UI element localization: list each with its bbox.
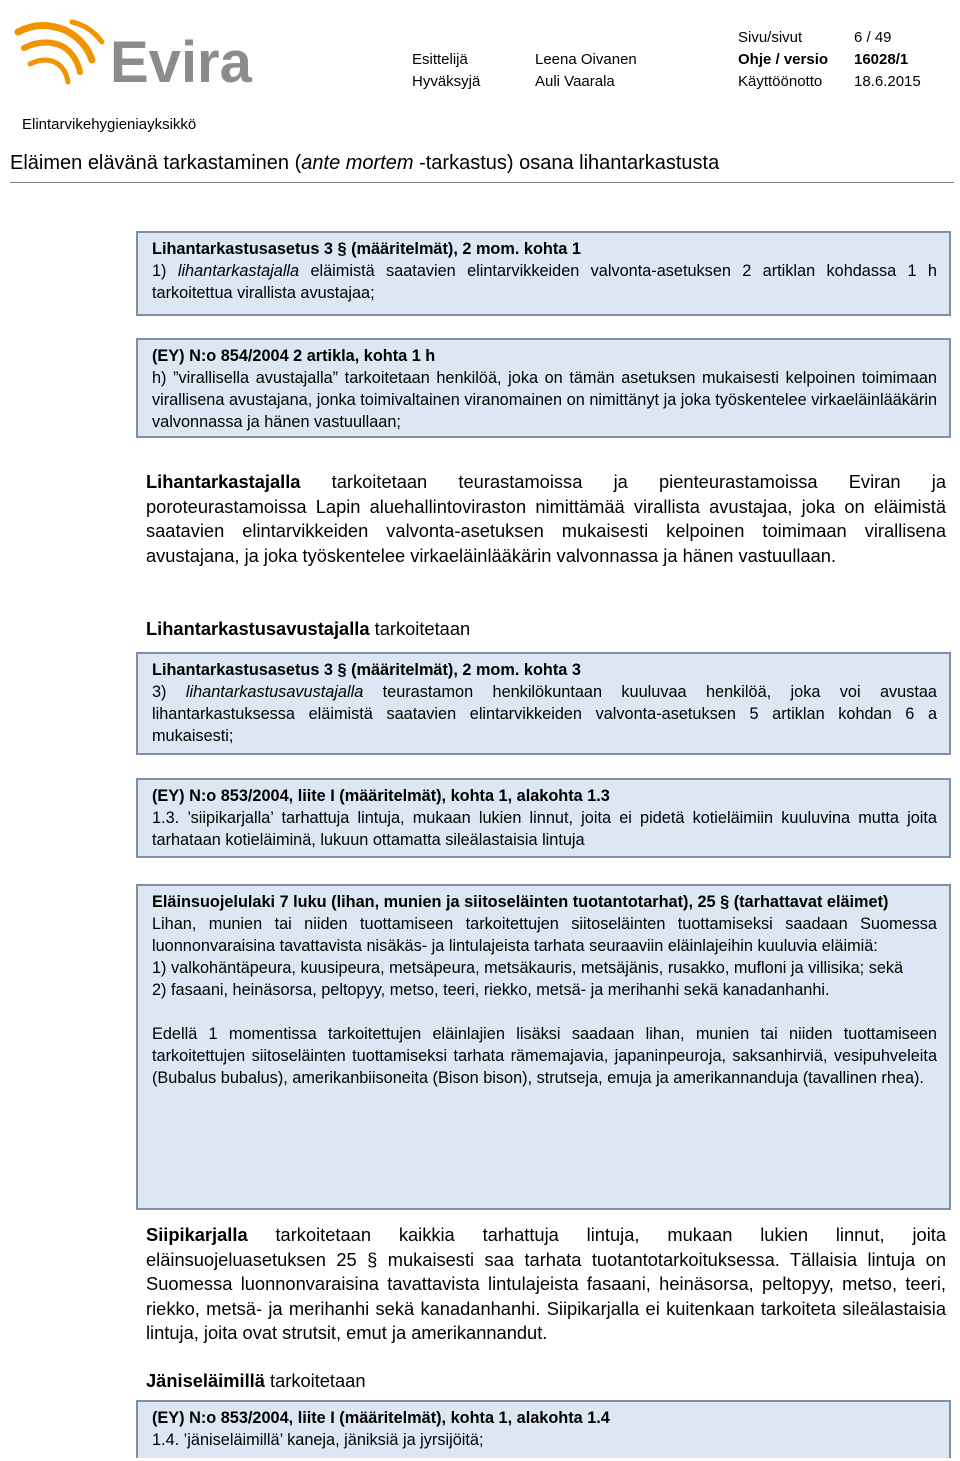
approver-label: Hyväksyjä — [412, 73, 481, 90]
logo-swirl-icon — [18, 22, 102, 82]
box-text: h) ”virallisella avustajalla” tarkoitetaan henkilöä, joka on tämän asetuksen mukaisesti kelpoinen toimimaan virallisena avustajana, jonka toimivaltainen viranomainen on nimittänyt ja joka työskentelee virkaeläinlääkärin valvonnassa ja hänen vastuullaan; — [152, 369, 937, 431]
quote-box-meat-inspection-decree-1 — [136, 231, 951, 316]
guide-value: 16028/1 — [854, 51, 909, 68]
logo-wordmark: Evira — [110, 30, 252, 94]
box-text: 1) lihantarkastajalla eläimistä saatavien elintarvikkeiden valvonta-asetuksen 2 artiklan kohdassa 1 h tarkoitettua virallista avustajaa; — [152, 262, 937, 302]
quote-box-regulation-854 — [136, 338, 951, 438]
page-label: Sivu/sivut — [738, 29, 803, 46]
approver-name: Auli Vaarala — [535, 73, 615, 90]
box-title: (EY) N:o 853/2004, liite I (määritelmät), kohta 1, alakohta 1.4 — [152, 1409, 610, 1427]
box-text: 2) fasaani, heinäsorsa, peltopyy, metso, teeri, riekko, metsä- ja merihanhi sekä kanadanhanhi. — [152, 981, 830, 999]
definition-heading-lagomorphs: Jäniseläimillä tarkoitetaan — [146, 1370, 366, 1391]
definition-paragraph-meat-inspector: Lihantarkastajalla tarkoitetaan teurastamoissa ja pienteurastamoissa Eviran ja poroteurastamoissa Lapin aluehallintoviraston nimittämää virallista avustajaa, joka on eläimistä saatavien elintarvikkeiden valvonta-asetuksen mukaisesti kelpoinen toimimaan virallisena avustajana, ja joka työskentelee virkaeläinlääkärin valvonnassa ja hänen vastuullaan. — [146, 471, 946, 566]
definition-paragraph-poultry: Siipikarjalla tarkoitetaan kaikkia tarhattuja lintuja, mukaan lukien linnut, joita eläinsuojeluasetuksen 25 § mukaisesti saa tarhata tuotantotarkoituksessa. Tällaisia lintuja on Suomessa luonnonvaraisina tavattavista lintulajeista fasaani, heinäsorsa, peltopyy, metso, teeri, riekko, metsä- ja merihanhi sekä kanadanhanhi. Siipikarjalla ei kuitenkaan tarkoiteta sileälastaisia lintuja, joita ovat strutsit, emut ja amerikannandut. — [146, 1224, 946, 1343]
box-text: Edellä 1 momentissa tarkoitettujen eläinlajien lisäksi saadaan lihan, munien tai niiden tuottamiseen tarkoitettujen siitoseläinten tuottamiseksi tarhata rämemajavia, japaninpeuroja, saksanhirviä, vesipuhveleita (Bubalus bubalus), amerikanbiisoneita (Bison bison), strutseja, emuja ja amerikannanduja (tavallinen rhea). — [152, 1025, 937, 1087]
box-text: 1) valkohäntäpeura, kuusipeura, metsäpeura, metsäkauris, metsäjänis, rusakko, mufloni ja villisika; sekä — [152, 959, 904, 977]
document-title: Eläimen elävänä tarkastaminen (ante mortem -tarkastus) osana lihantarkastusta — [10, 152, 720, 174]
page-value: 6 / 49 — [854, 29, 892, 46]
header-divider — [10, 182, 954, 183]
quote-box-animal-welfare-act — [136, 884, 951, 1210]
intro-value: 18.6.2015 — [854, 73, 921, 90]
intro-label: Käyttöönotto — [738, 73, 823, 90]
presenter-label: Esittelijä — [412, 51, 468, 68]
evira-logo — [10, 12, 265, 94]
box-title: Lihantarkastusasetus 3 § (määritelmät), 2 mom. kohta 1 — [152, 240, 581, 258]
box-title: (EY) N:o 853/2004, liite I (määritelmät), kohta 1, alakohta 1.3 — [152, 787, 610, 805]
box-title: (EY) N:o 854/2004 2 artikla, kohta 1 h — [152, 347, 436, 365]
box-text: Lihan, munien tai niiden tuottamiseen tarkoitettujen siitoseläinten tuottamiseksi saadaan Suomessa luonnonvaraisina tavattavista nisäkäs- ja lintulajeista tarhata seuraaviin eläinlajeihin kuuluvia eläimiä: — [152, 915, 937, 955]
box-text: 1.3. ’siipikarjalla’ tarhattuja lintuja, mukaan lukien linnut, joita ei pidetä kotieläimiin kuuluvina mutta joita tarhataan kotieläiminä, lukuun ottamatta sileälastaisia lintuja — [152, 809, 937, 849]
quote-box-regulation-853-poultry — [136, 778, 951, 858]
box-text: 1.4. ’jäniseläimillä’ kaneja, jäniksiä ja jyrsijöitä; — [152, 1431, 484, 1449]
box-title: Eläinsuojelulaki 7 luku (lihan, munien ja siitoseläinten tuotantotarhat), 25 § (tarhattavat eläimet) — [152, 893, 889, 911]
box-title: Lihantarkastusasetus 3 § (määritelmät), 2 mom. kohta 3 — [152, 661, 581, 679]
definition-heading-inspection-assistant: Lihantarkastusavustajalla tarkoitetaan — [146, 618, 471, 639]
box-text: 3) lihantarkastusavustajalla teurastamon henkilökuntaan kuuluvaa henkilöä, joka voi avustaa lihantarkastuksessa eläimistä saatavien elintarvikkeiden valvonta-asetuksen 5 artiklan kohdan 6 a mukaisesti; — [152, 683, 937, 745]
presenter-name: Leena Oivanen — [535, 51, 637, 68]
quote-box-regulation-853-lagomorphs — [136, 1400, 951, 1458]
guide-label: Ohje / versio — [738, 51, 829, 68]
quote-box-meat-inspection-decree-3 — [136, 652, 951, 755]
unit-name: Elintarvikehygieniayksikkö — [22, 116, 197, 133]
